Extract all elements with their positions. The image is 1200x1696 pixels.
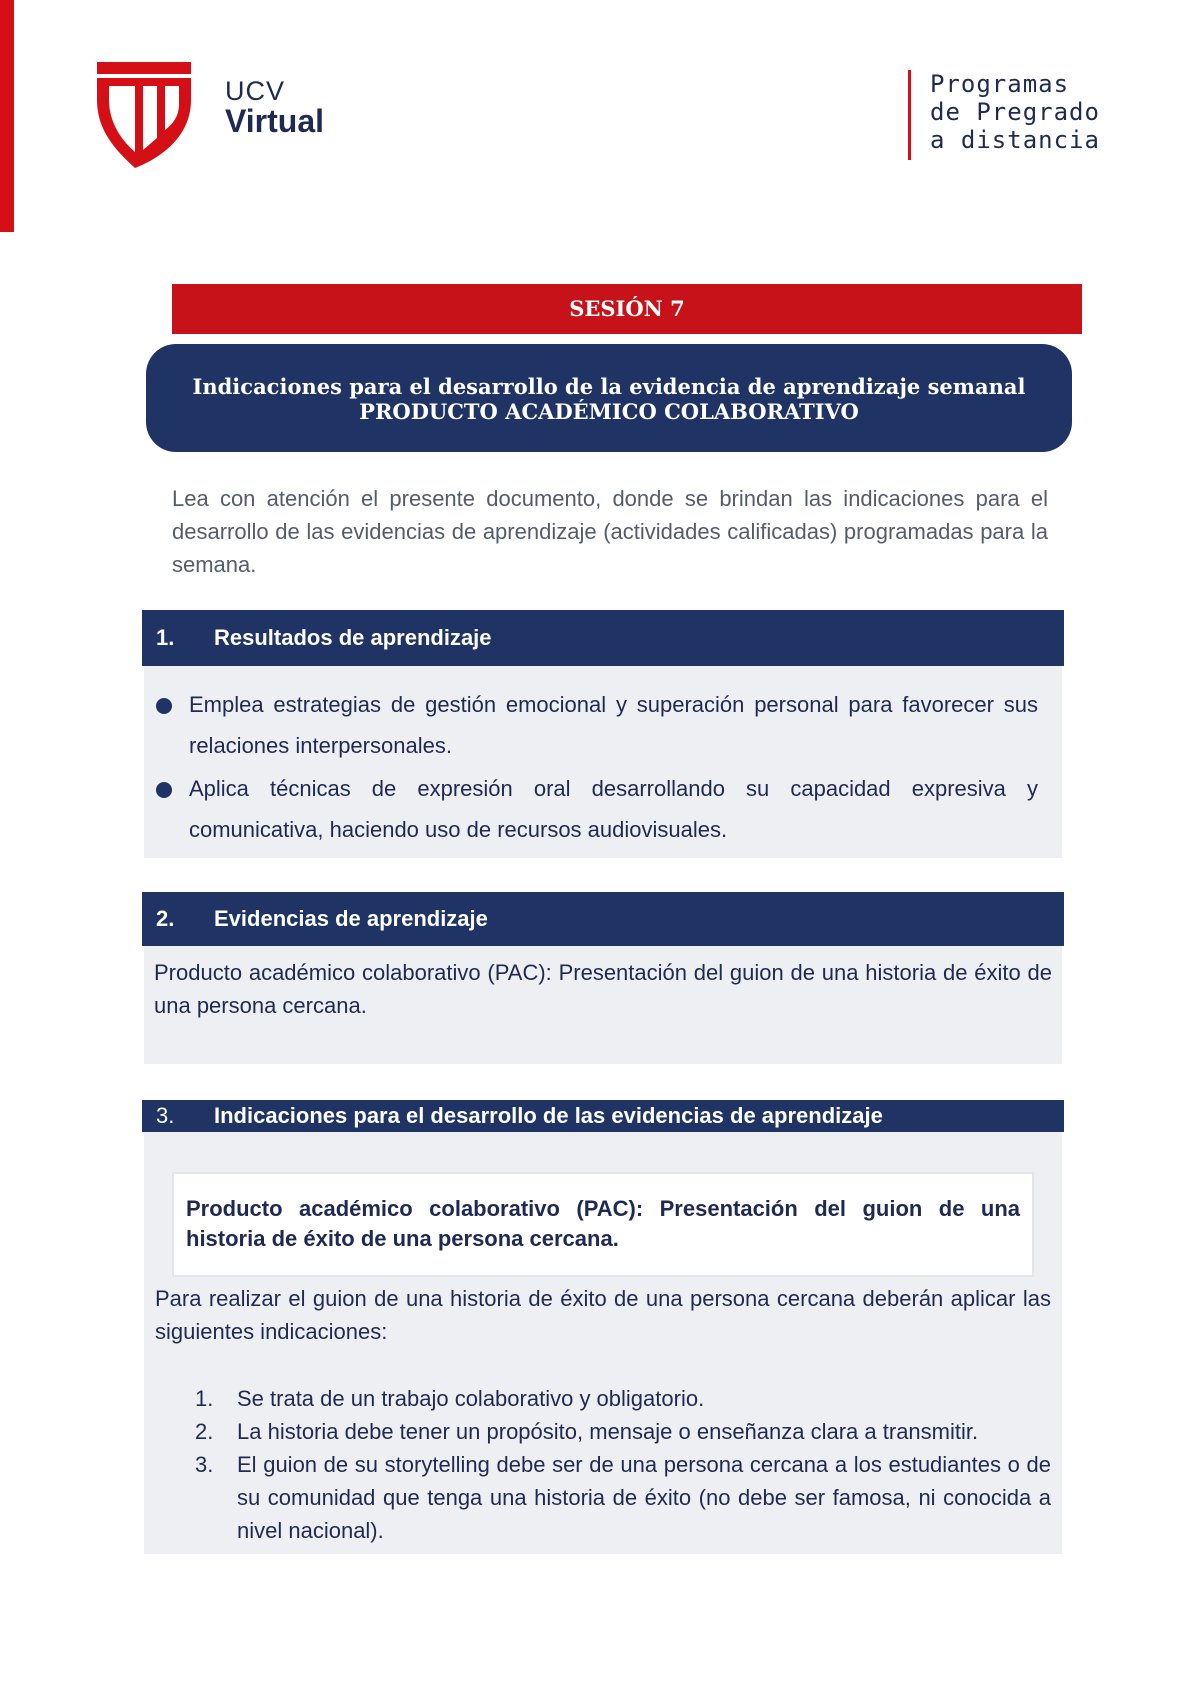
list-item: Emplea estrategias de gestión emocional y superación personal para favorecer sus relaciones interpersonales. <box>189 684 1038 766</box>
section-1-header <box>142 610 1064 666</box>
section-heading: Evidencias de aprendizaje <box>214 906 488 931</box>
pac-highlight-text: Producto académico colaborativo (PAC): Presentación del guion de una historia de éxito de una persona cercana. <box>186 1196 1020 1251</box>
section-heading: Resultados de aprendizaje <box>214 625 492 650</box>
program-line: Programas <box>930 70 1070 98</box>
section-number: 3. <box>156 1103 175 1128</box>
logo-text-ucv: UCV <box>225 76 286 106</box>
bullet-icon <box>156 698 172 714</box>
section-3-header <box>142 1100 1064 1132</box>
section-1-body <box>144 666 1062 858</box>
program-label <box>930 70 1100 154</box>
ucv-shield-icon <box>95 60 195 170</box>
section-number: 2. <box>156 906 175 931</box>
section-2-header <box>142 892 1064 946</box>
program-line: a distancia <box>930 126 1100 154</box>
program-divider <box>908 70 911 160</box>
section-3-body <box>144 1132 1062 1554</box>
ucv-virtual-logo <box>95 60 335 170</box>
document-title-box <box>146 344 1072 452</box>
evidence-text: Producto académico colaborativo (PAC): Presentación del guion de una historia de éxito de una persona cercana. <box>154 960 1052 1018</box>
section-heading: Indicaciones para el desarrollo de las evidencias de aprendizaje <box>214 1103 883 1128</box>
instructions-list <box>155 1382 1051 1547</box>
document-title: Indicaciones para el desarrollo de la evidencia de aprendizaje semanal <box>192 374 1026 399</box>
learning-outcomes-list <box>144 666 1062 850</box>
session-banner: SESIÓN 7 <box>172 284 1082 334</box>
program-line: de Pregrado <box>930 98 1100 126</box>
intro-paragraph: Lea con atención el presente documento, donde se brindan las indicaciones para el desarrollo de las evidencias de aprendizaje (actividades calificadas) programadas para la semana. <box>172 486 1048 577</box>
logo-text-virtual: Virtual <box>225 103 324 139</box>
pac-highlight-box <box>172 1172 1034 1277</box>
list-item: Aplica técnicas de expresión oral desarrollando su capacidad expresiva y comunicativa, haciendo uso de recursos audiovisuales. <box>189 768 1038 850</box>
bullet-icon <box>156 782 172 798</box>
document-subtitle: PRODUCTO ACADÉMICO COLABORATIVO <box>359 399 859 424</box>
left-accent-bar <box>0 0 14 232</box>
instructions-lead: Para realizar el guion de una historia de éxito de una persona cercana deberán aplicar las siguientes indicaciones: <box>155 1286 1051 1344</box>
list-item: 2. La historia debe tener un propósito, mensaje o enseñanza clara a transmitir. <box>195 1419 979 1444</box>
section-number: 1. <box>156 625 175 650</box>
list-item: 1. Se trata de un trabajo colaborativo y obligatorio. <box>195 1386 705 1411</box>
section-2-body <box>144 946 1062 1064</box>
list-item: 3. El guion de su storytelling debe ser de una persona cercana a los estudiantes o de su comunidad que tenga una historia de éxito (no debe ser famosa, ni conocida a nivel nacional). <box>195 1452 1051 1543</box>
